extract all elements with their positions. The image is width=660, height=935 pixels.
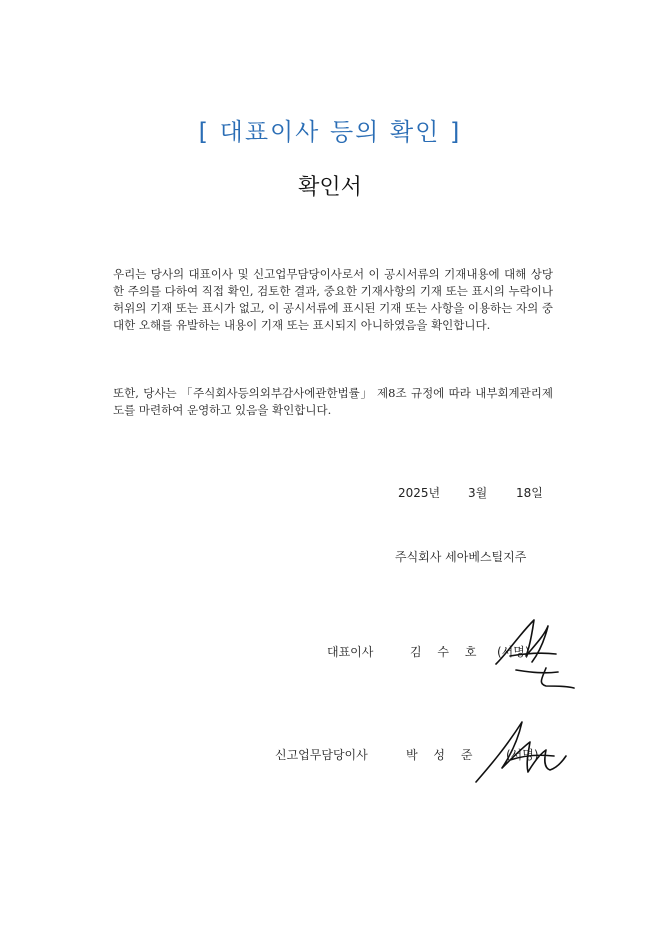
cfo-seal-label: (서명) xyxy=(506,748,539,762)
cfo-name: 박 성 준 xyxy=(406,748,479,762)
date-year: 2025년 xyxy=(398,486,441,500)
cfo-role: 신고업무담당이사 xyxy=(275,748,368,762)
ceo-seal-label: (서명) xyxy=(497,645,530,659)
cfo-handwritten-signature xyxy=(470,712,570,792)
date-line xyxy=(398,484,543,501)
ceo-handwritten-signature xyxy=(486,612,576,692)
ceo-name: 김 수 호 xyxy=(410,645,483,659)
ceo-role: 대표이사 xyxy=(327,645,374,659)
confirmation-paragraph: 우리는 당사의 대표이사 및 신고업무담당이사로서 이 공시서류의 기재내용에 대해 상당한 주의를 다하여 직접 확인, 검토한 결과, 중요한 기재사항의 기재 또는 표시의 누락이나 허위의 기재 또는 표시가 없고, 이 공시서류에 표시된 기재 또는 사항을 이용하는 자의 중대한 오해를 유발하는 내용이 기재 또는 표시되지 아니하였음을 확인합니다. xyxy=(113,267,553,332)
date-day: 18일 xyxy=(516,486,543,500)
date-month: 3월 xyxy=(468,486,488,500)
document-title: 확인서 xyxy=(298,175,362,200)
internal-control-paragraph: 또한, 당사는 「주식회사등의외부감사에관한법률」 제8조 규정에 따라 내부회계관리제도를 마련하여 운영하고 있음을 확인합니다. xyxy=(113,386,553,417)
section-header: [ 대표이사 등의 확인 ] xyxy=(198,118,462,146)
company-name: 주식회사 세아베스틸지주 xyxy=(395,550,527,564)
